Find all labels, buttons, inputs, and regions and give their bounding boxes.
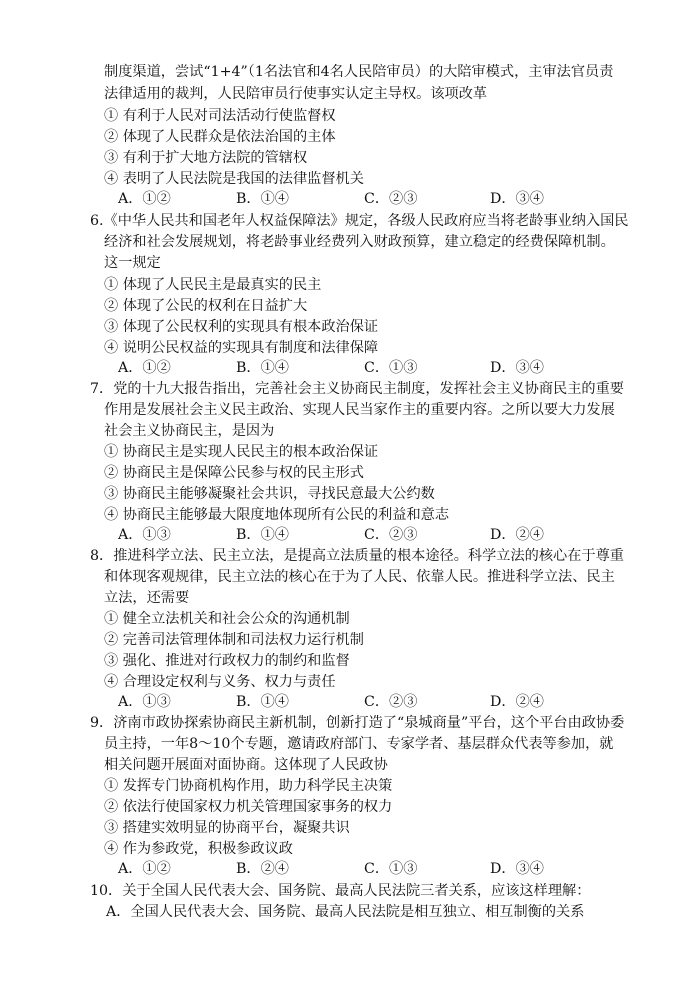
q6-option-4: ④ 说明公民权益的实现具有制度和法律保障	[104, 340, 379, 356]
choice-d: D．②④	[490, 694, 544, 710]
q6-option-1: ① 体现了人民民主是最真实的民主	[104, 277, 322, 293]
q8-stem-line-3: 立法，还需要	[104, 590, 190, 606]
q6-stem-line-2: 经济和社会发展规划，将老龄事业经费列入财政预算，建立稳定的经费保障机制。	[104, 234, 615, 250]
q6-option-3: ③ 体现了公民权利的实现具有根本政治保证	[104, 319, 379, 335]
q9-option-1: ① 发挥专门协商机构作用，助力科学民主决策	[104, 778, 393, 794]
q6-choices	[0, 358, 696, 379]
q9-option-4: ④ 作为参政党，积极参政议政	[104, 841, 293, 857]
q9-option-2: ② 依法行使国家权力机关管理国家事务的权力	[104, 799, 393, 815]
choice-c: C．①③	[364, 861, 418, 877]
choice-a: A．①②	[118, 360, 171, 376]
q6-option-2: ② 体现了公民的权利在日益扩大	[104, 298, 308, 314]
q10-stem-line-1: 10．关于全国人民代表大会、国务院、最高人民法院三者关系，应该这样理解：	[90, 883, 591, 899]
q7-option-2: ② 协商民主是保障公民参与权的民主形式	[104, 465, 364, 481]
q6-stem-line-3: 这一规定	[104, 255, 161, 271]
q7-option-3: ③ 协商民主能够凝聚社会共识，寻找民意最大公约数	[104, 486, 435, 502]
q5-option-3: ③ 有利于扩大地方法院的管辖权	[104, 150, 308, 166]
choice-a: A．①③	[118, 527, 171, 543]
choice-d: D．③④	[490, 360, 544, 376]
q5-option-1: ① 有利于人民对司法活动行使监督权	[104, 108, 336, 124]
q7-stem-line-3: 社会主义协商民主，是因为	[104, 423, 275, 439]
q10-option-a: A．全国人民代表大会、国务院、最高人民法院是相互独立、相互制衡的关系	[106, 904, 585, 920]
choice-d: D．②④	[490, 527, 544, 543]
q7-stem-line-2: 作用是发展社会主义民主政治、实现人民当家作主的重要内容。之所以要大力发展	[104, 402, 615, 418]
q8-choices	[0, 692, 696, 713]
choice-a: A．①②	[118, 861, 171, 877]
choice-c: C．②③	[364, 191, 418, 207]
q9-stem-line-2: 员主持，一年8～10个专题，邀请政府部门、专家学者、基层群众代表等参加，就	[104, 736, 614, 752]
q5-stem-line-1: 制度渠道，尝试“1+4”（1名法官和4名人民陪审员）的大陪审模式，主审法官员责	[104, 64, 614, 80]
q8-stem-line-1: 8．推进科学立法、民主立法，是提高立法质量的根本途径。科学立法的核心在于尊重	[90, 548, 624, 564]
q5-choices	[0, 189, 696, 210]
q8-option-1: ① 健全立法机关和社会公众的沟通机制	[104, 611, 350, 627]
q5-option-4: ④ 表明了人民法院是我国的法律监督机关	[104, 171, 364, 187]
q7-stem-line-1: 7．党的十九大报告指出，完善社会主义协商民主制度，发挥社会主义协商民主的重要	[90, 381, 624, 397]
choice-b: B．②④	[236, 861, 289, 877]
choice-b: B．①④	[236, 527, 289, 543]
choice-d: D．③④	[490, 861, 544, 877]
choice-b: B．①④	[236, 360, 289, 376]
choice-c: C．①③	[364, 360, 418, 376]
q8-option-3: ③ 强化、推进对行政权力的制约和监督	[104, 653, 350, 669]
q5-stem-line-2: 法律适用的裁判，人民陪审员行使事实认定主导权。该项改革	[104, 86, 488, 102]
q7-option-1: ① 协商民主是实现人民民主的根本政治保证	[104, 444, 379, 460]
choice-c: C．②③	[364, 694, 418, 710]
q9-stem-line-1: 9．济南市政协探索协商民主新机制，创新打造了“泉城商量”平台，这个平台由政协委	[90, 715, 625, 731]
q7-choices	[0, 525, 696, 546]
choice-a: A．①③	[118, 694, 171, 710]
q8-option-2: ② 完善司法管理体制和司法权力运行机制	[104, 632, 364, 648]
q5-option-2: ② 体现了人民群众是依法治国的主体	[104, 129, 336, 145]
q7-option-4: ④ 协商民主能够最大限度地体现所有公民的利益和意志	[104, 507, 450, 523]
choice-a: A．①②	[118, 191, 171, 207]
choice-d: D．③④	[490, 191, 544, 207]
q9-stem-line-3: 相关问题开展面对面协商。这体现了人民政协	[104, 757, 388, 773]
q6-stem-line-1: 6.《中华人民共和国老年人权益保障法》规定，各级人民政府应当将老龄事业纳入国民	[90, 213, 629, 229]
q8-stem-line-2: 和体现客观规律，民主立法的核心在于为了人民、依靠人民。推进科学立法、民主	[104, 569, 615, 585]
q9-choices	[0, 859, 696, 880]
choice-b: B．①④	[236, 191, 289, 207]
choice-c: C．②③	[364, 527, 418, 543]
choice-b: B．①④	[236, 694, 289, 710]
q9-option-3: ③ 搭建实效明显的协商平台，凝聚共识	[104, 820, 350, 836]
q8-option-4: ④ 合理设定权利与义务、权力与责任	[104, 674, 336, 690]
